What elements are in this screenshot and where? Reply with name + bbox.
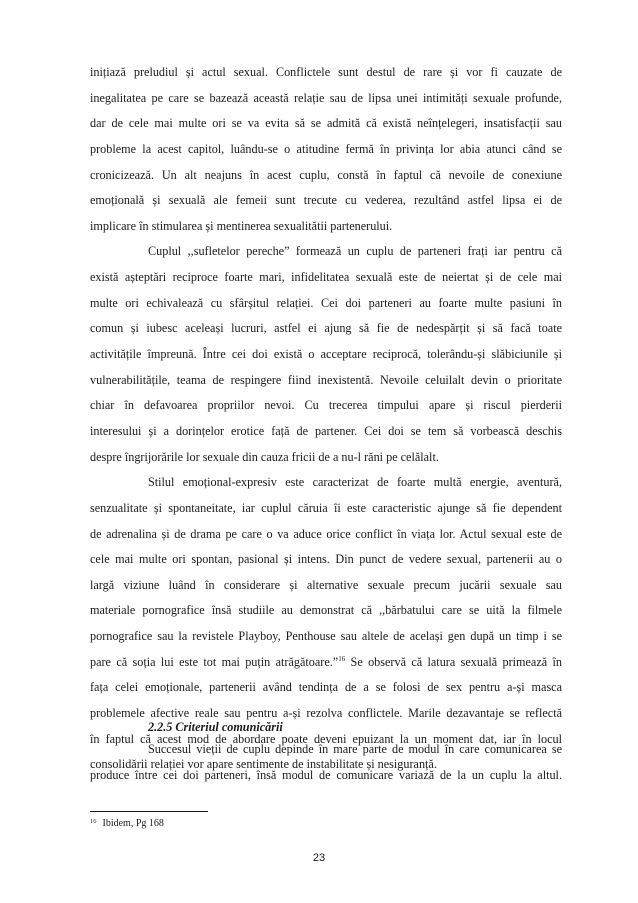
page-number: 23	[312, 852, 326, 864]
text-line-content: interesului și a dorințelor erotice față de partener. Cei doi se tem să vorbească deschis	[90, 423, 562, 438]
text-line	[90, 419, 562, 445]
text-line	[90, 522, 562, 548]
text-line	[90, 342, 562, 368]
text-line-content: comun și iubesc aceleași lucruri, astfel ei ajung să fie de nedespărțit și să facă toate	[90, 321, 562, 336]
text-line	[90, 393, 562, 419]
text-line	[90, 239, 562, 265]
text-line	[90, 316, 562, 342]
text-line-content: vulnerabilitățile, teama de respingere fiind inexistentă. Nevoile celuilalt devin o prioritate	[90, 372, 562, 387]
text-line	[90, 368, 562, 394]
text-line	[90, 573, 562, 599]
text-line-content: inegalitatea pe care se bazează această relație sau de lipsa unei intimități sexuale profunde,	[90, 90, 562, 105]
text-line-content: materiale pornografice însă studiile au demonstrat că ,,bărbatului care se uită la filmele	[90, 603, 562, 618]
text-line	[90, 763, 562, 789]
text-line	[90, 675, 562, 701]
text-line	[90, 547, 562, 573]
text-line-content: cronicizează. Un alt neajuns în acest cuplu, constă în faptul că nevoile de conexiune	[90, 167, 562, 182]
text-line-content: Cuplul ,,sufletelor pereche” formează un cuplu de parteneri frați iar pentru că	[148, 244, 562, 259]
text-line	[90, 111, 562, 137]
footnote	[90, 817, 164, 831]
text-line-content: pare că soția lui este tot mai puțin atrăgătoare.”	[90, 654, 339, 669]
text-line	[90, 214, 562, 240]
text-line-content: produce între cei doi parteneri, însă modul de comunicare variază de la un cuplu la altul.	[90, 767, 562, 782]
text-line	[90, 737, 562, 763]
text-line-content: despre îngrijorările lor sexuale din cauza fricii de a nu-l răni pe celălalt.	[90, 449, 439, 464]
footnote-separator	[90, 811, 208, 812]
text-line-content: activitățile împreună. Între cei doi există o acceptare reciprocă, tolerându-și slăbiciunile și	[90, 347, 562, 362]
text-line-content: chiar în defavoarea propriilor nevoi. Cu trecerea timpului apare și riscul pierderii	[90, 398, 562, 413]
text-line-tail: Se observă că latura sexuală primează în	[345, 654, 562, 669]
text-line	[90, 445, 562, 471]
text-line-content: emoțională și sexuală ale femeii sunt trecute cu vederea, rezultând astfel lipsa ei de	[90, 193, 562, 208]
text-line-content: probleme la acest capitol, luându-se o atitudine fermă în privința lor abia atunci când se	[90, 141, 562, 156]
footnote-marker: 16	[90, 818, 97, 825]
text-line-content: problemele afective reale sau pentru a-și rezolva conflictele. Marile dezavantaje se reflectă	[90, 706, 562, 721]
section-paragraph	[90, 737, 562, 788]
body-text	[90, 60, 562, 778]
text-line-content: consolidării relației vor apare sentimente de instabilitate și nesiguranță.	[90, 757, 437, 772]
text-line-content: senzualitate și spontaneitate, iar cuplul căruia îi este caracteristic ajunge să fie dependent	[90, 500, 562, 515]
text-line	[90, 60, 562, 86]
section-heading: 2.2.5 Criteriul comunicării	[148, 720, 283, 734]
text-line	[90, 650, 562, 676]
footnote-text: Ibidem, Pg 168	[102, 818, 164, 829]
text-line	[90, 265, 562, 291]
footnote-reference: 16	[338, 654, 346, 663]
text-line-content: multe ori echivalează cu sfârșitul relației. Cei doi parteneri au foarte multe pasiuni în	[90, 295, 562, 310]
text-line	[90, 188, 562, 214]
text-line-content: fața celei emoționale, partenerii având tendința de a se folosi de sex pentru a-și masca	[90, 680, 562, 695]
text-line	[90, 624, 562, 650]
text-line-content: există așteptări reciproce foarte mari, infidelitatea sexuală este de neiertat și de cele mai	[90, 270, 562, 285]
text-line	[90, 86, 562, 112]
text-line-content: de adrenalina și de drama pe care o va aduce orice conflict în viața lor. Actul sexual este de	[90, 526, 562, 541]
text-line-content: pornografice sau la revistele Playboy, Penthouse sau altele de același gen după un timp i se	[90, 629, 562, 644]
text-line-content: implicare în stimularea și mentinerea sexualitătii partenerului.	[90, 218, 393, 233]
text-line-content: inițiază preludiul și actul sexual. Conflictele sunt destul de rare și vor fi cauzate de	[90, 65, 562, 79]
text-line	[90, 470, 562, 496]
text-line	[90, 496, 562, 522]
text-line-content: Stilul emoțional-expresiv este caracterizat de foarte multă energie, aventură,	[148, 475, 562, 490]
text-line-content: cele mai multe ori spontan, pasional și intens. Din punct de vedere sexual, partenerii au o	[90, 552, 562, 567]
text-line-content: dar de cele mai multe ori se va evita să se admită că există neînțelegeri, insatisfacții sau	[90, 116, 562, 131]
text-line-content: largă viziune luând în considerare și alternative sexuale precum jucării sexuale sau	[90, 577, 562, 592]
text-line	[90, 291, 562, 317]
text-line	[90, 137, 562, 163]
text-line	[90, 163, 562, 189]
text-line	[90, 598, 562, 624]
text-line-content: Succesul vieții de cuplu depinde în mare parte de modul în care comunicarea se	[148, 742, 562, 756]
text-line-content: în faptul că acest mod de abordare poate deveni epuizant la un moment dat, iar în locul	[90, 731, 562, 746]
